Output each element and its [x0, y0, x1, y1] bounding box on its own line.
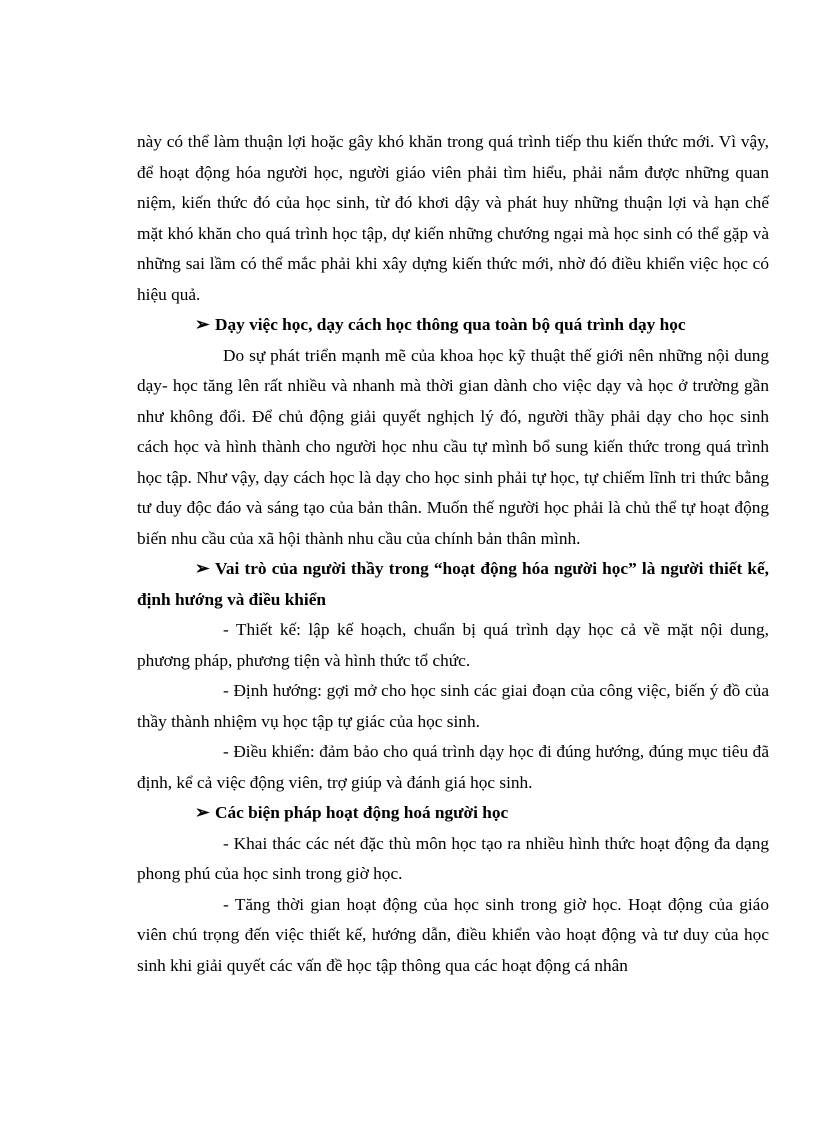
arrow-bullet-icon: ➢ [195, 559, 210, 578]
paragraph-control: - Điều khiển: đảm bảo cho quá trình dạy học đi đúng hướng, đúng mục tiêu đã định, kể cả việc động viên, trợ giúp và đánh giá học sinh. [137, 742, 769, 792]
paragraph-exploit-features: - Khai thác các nét đặc thù môn học tạo ra nhiều hình thức hoạt động đa dạng phong phú của học sinh trong giờ học. [137, 833, 769, 883]
paragraph-increase-time: - Tăng thời gian hoạt động của học sinh trong giờ học. Hoạt động của giáo viên chú trọng đến việc thiết kế, hướng dẫn, điều khiển vào hoạt động và tư duy của học sinh khi giải quyết các vấn đề học tập thông qua các hoạt động cá nhân [137, 894, 769, 975]
document-page [137, 127, 769, 981]
arrow-bullet-icon: ➢ [195, 315, 210, 334]
heading-text: Dạy việc học, dạy cách học thông qua toàn bộ quá trình dạy học [215, 315, 686, 334]
paragraph-continuation: này có thể làm thuận lợi hoặc gây khó khăn trong quá trình tiếp thu kiến thức mới. Vì vậy, để hoạt động hóa người học, người giáo viên phải tìm hiểu, phải nắm được những quan niệm, kiến thức đó của học sinh, từ đó khơi dậy và phát huy những thuận lợi và hạn chế mặt khó khăn cho quá trình học tập, dự kiến những chướng ngại mà học sinh có thể gặp và những sai lầm có thể mắc phải khi xây dựng kiến thức mới, nhờ đó điều khiển việc học có hiệu quả. [137, 132, 769, 304]
heading-activation-measures [137, 798, 769, 829]
heading-text: Các biện pháp hoạt động hoá người học [215, 803, 509, 822]
arrow-bullet-icon: ➢ [195, 803, 210, 822]
paragraph-teach-how-to-learn: Do sự phát triển mạnh mẽ của khoa học kỹ thuật thế giới nên những nội dung dạy- học tăng lên rất nhiều và nhanh mà thời gian dành cho việc dạy và học ở trường gần như không đổi. Để chủ động giải quyết nghịch lý đó, người thầy phải dạy cho học sinh cách học và hình thành cho người học nhu cầu tự mình bổ sung kiến thức trong quá trình học tập. Như vậy, dạy cách học là dạy cho học sinh phải tự học, tự chiếm lĩnh tri thức bằng tư duy độc đáo và sáng tạo của bản thân. Muốn thế người học phải là chủ thể tự hoạt động biến nhu cầu của xã hội thành nhu cầu của chính bản thân mình. [137, 345, 769, 548]
paragraph-design: - Thiết kế: lập kế hoạch, chuẩn bị quá trình dạy học cả về mặt nội dung, phương pháp, phương tiện và hình thức tổ chức. [137, 620, 769, 670]
paragraph-orientation: - Định hướng: gợi mở cho học sinh các giai đoạn của công việc, biến ý đồ của thầy thành nhiệm vụ học tập tự giác của học sinh. [137, 681, 769, 731]
heading-teacher-role [137, 554, 769, 615]
heading-text: Vai trò của người thầy trong “hoạt động hóa người học” là người thiết kế, định hướng và điều khiển [137, 559, 769, 609]
heading-teach-how-to-learn [137, 310, 769, 341]
